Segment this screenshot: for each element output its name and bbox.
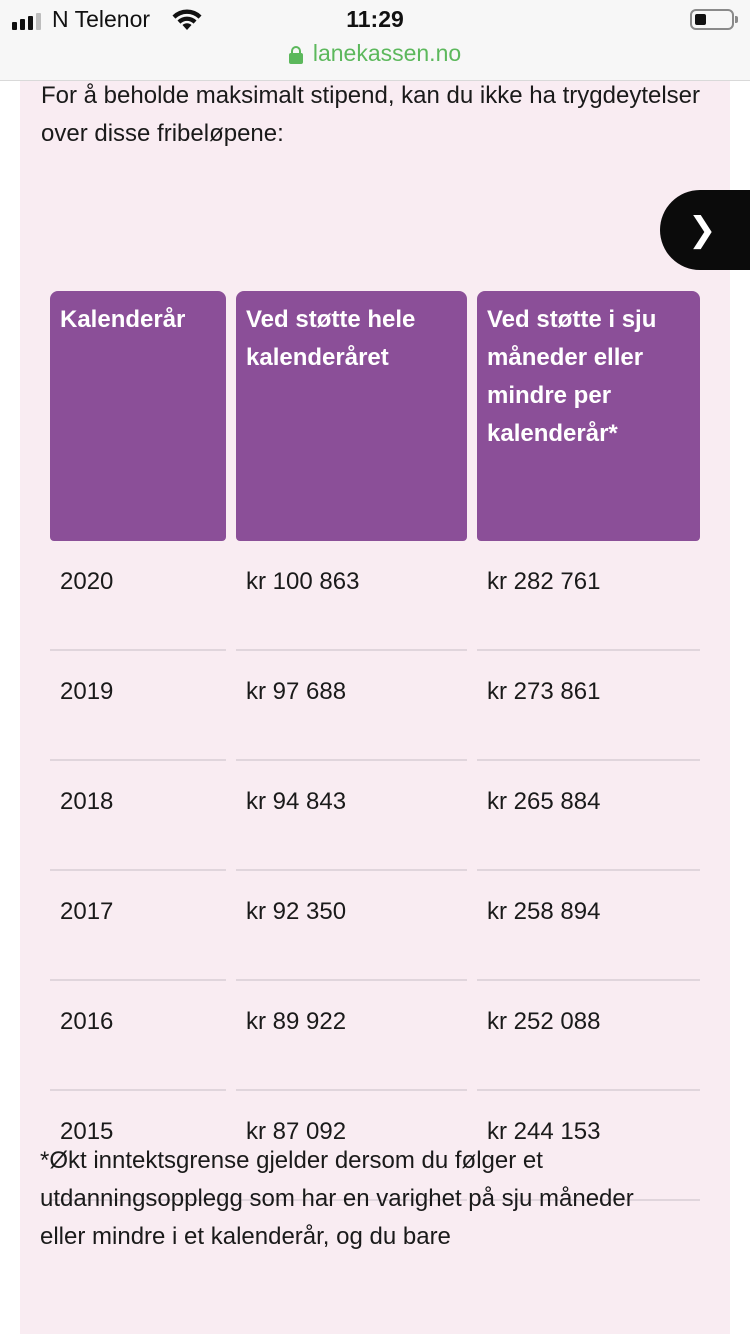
cell-full-year: kr 89 922 [236, 981, 467, 1091]
intro-text: For å beholde maksimalt stipend, kan du ikke ha trygdeytelser over disse fribeløpene: [41, 82, 701, 147]
battery-icon [690, 9, 734, 30]
chevron-right-icon: ❯ [688, 211, 717, 249]
cell-seven-months: kr 252 088 [477, 981, 700, 1091]
cell-year: 2019 [50, 651, 226, 761]
carrier-name: N Telenor [52, 6, 151, 32]
cell-full-year: kr 87 092 [236, 1091, 467, 1201]
site-domain: lanekassen.no [312, 40, 462, 66]
cell-full-year: kr 92 350 [236, 871, 467, 981]
table-header-row [50, 291, 700, 541]
address-bar[interactable] [0, 40, 750, 67]
lock-icon [289, 46, 303, 64]
cell-full-year: kr 94 843 [236, 761, 467, 871]
column-header-full-year: Ved støtte hele kalenderåret [236, 291, 467, 541]
cell-year: 2015 [50, 1091, 226, 1201]
browser-top-bar [0, 0, 750, 81]
cell-full-year: kr 97 688 [236, 651, 467, 761]
cell-year: 2017 [50, 871, 226, 981]
table-row [50, 541, 700, 651]
cell-year: 2018 [50, 761, 226, 871]
table-row [50, 871, 700, 981]
cell-seven-months: kr 265 884 [477, 761, 700, 871]
cell-seven-months: kr 258 894 [477, 871, 700, 981]
cell-seven-months: kr 282 761 [477, 541, 700, 651]
cell-seven-months: kr 244 153 [477, 1091, 700, 1201]
column-header-seven-months: Ved støtte i sju måneder eller mindre per kalenderår* [477, 291, 700, 541]
column-header-year: Kalenderår [50, 291, 226, 541]
table-row [50, 761, 700, 871]
cell-year: 2020 [50, 541, 226, 651]
allowance-table [50, 291, 700, 1201]
clock-time: 11:29 [346, 6, 404, 32]
cell-full-year: kr 100 863 [236, 541, 467, 651]
table-row [50, 981, 700, 1091]
table-scroll-right-button[interactable] [660, 190, 750, 270]
cell-seven-months: kr 273 861 [477, 651, 700, 761]
table-row [50, 651, 700, 761]
cell-year: 2016 [50, 981, 226, 1091]
footnote-text: *Økt inntektsgrense gjelder dersom du følger et utdanningsopplegg som har en varighet på sju måneder eller mindre i et kalenderår, og du bare [40, 1147, 634, 1250]
